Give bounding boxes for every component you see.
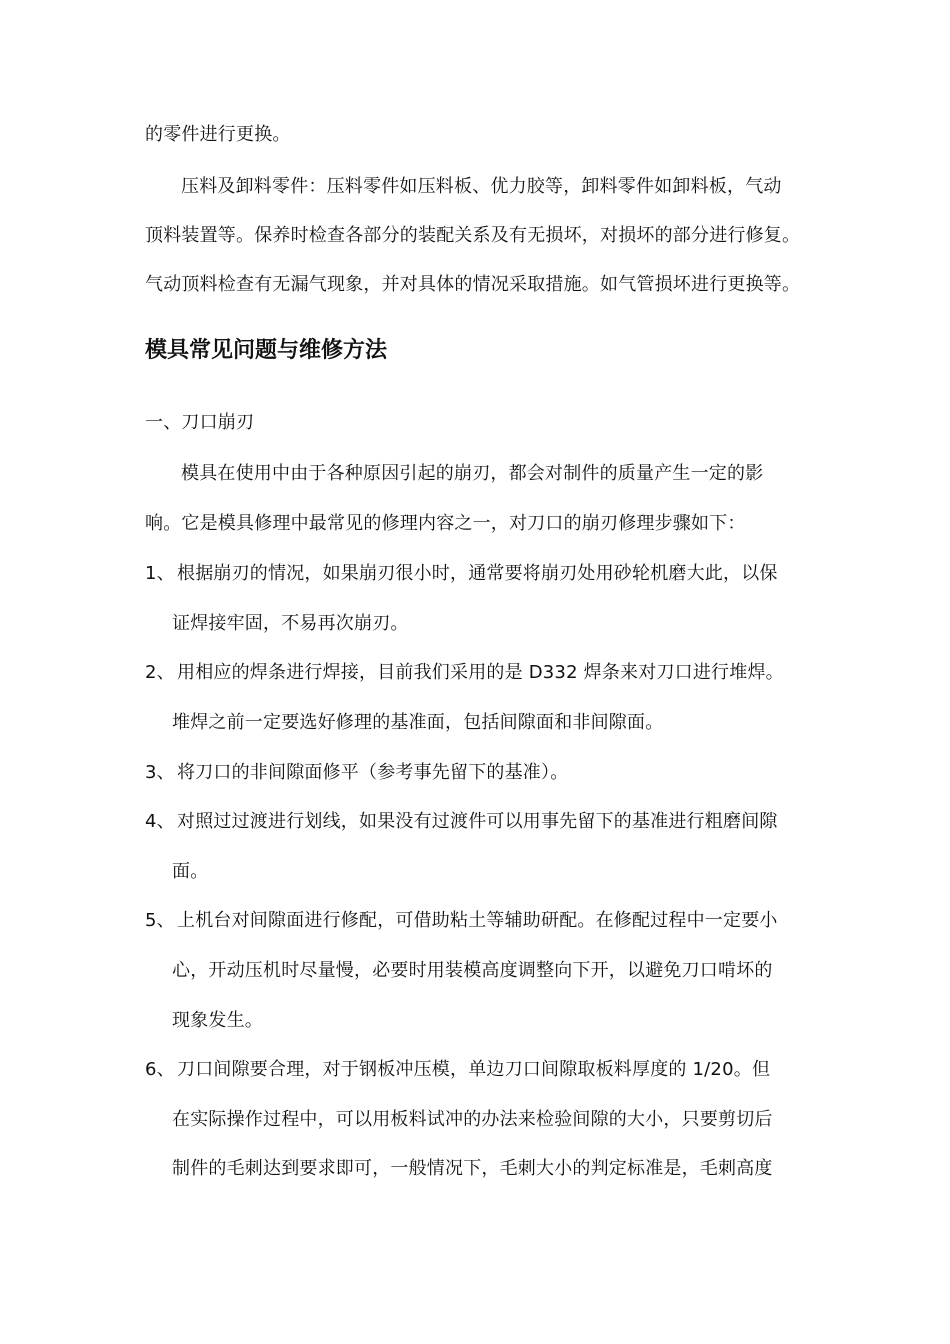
list-item (145, 760, 810, 786)
list-item (145, 908, 810, 934)
list-text: 根据崩刃的情况，如果崩刃很小时，通常要将崩刃处用砂轮机磨大此，以保 (177, 563, 778, 584)
list-text: 上机台对间隙面进行修配，可借助粘土等辅助研配。在修配过程中一定要小 (177, 910, 778, 931)
list-number: 1、 (145, 563, 175, 584)
paragraph-line: 气动顶料检查有无漏气现象，并对具体的情况采取措施。如气管损坏进行更换等。 (145, 274, 801, 295)
list-item-continuation: 堆焊之前一定要选好修理的基准面，包括间隙面和非间隙面。 (172, 712, 664, 733)
list-item (145, 660, 810, 686)
list-text: 将刀口的非间隙面修平（参考事先留下的基准）。 (177, 762, 569, 783)
list-item-continuation: 面。 (172, 861, 209, 882)
paragraph-line: 压料及卸料零件：压料零件如压料板、优力胶等，卸料零件如卸料板，气动 (181, 176, 782, 197)
list-item-continuation: 在实际操作过程中，可以用板料试冲的办法来检验间隙的大小，只要剪切后 (172, 1109, 773, 1130)
list-text: 用相应的焊条进行焊接，目前我们采用的是 D332 焊条来对刀口进行堆焊。 (177, 662, 784, 683)
list-item (145, 561, 810, 587)
list-number: 6、 (145, 1059, 175, 1080)
list-item-continuation: 证焊接牢固，不易再次崩刃。 (172, 613, 409, 634)
list-item-continuation: 心，开动压机时尽量慢，必要时用装模高度调整向下开，以避免刀口啃坏的 (172, 960, 773, 981)
list-item-continuation: 现象发生。 (172, 1010, 263, 1031)
list-number: 5、 (145, 910, 175, 931)
list-item (145, 809, 810, 835)
list-item (145, 1057, 810, 1083)
list-number: 4、 (145, 811, 175, 832)
list-text: 刀口间隙要合理，对于钢板冲压模，单边刀口间隙取板料厚度的 1/20。但 (177, 1059, 771, 1080)
section-heading: 模具常见问题与维修方法 (145, 338, 388, 363)
paragraph-line: 响。它是模具修理中最常见的修理内容之一，对刀口的崩刃修理步骤如下： (145, 513, 746, 534)
paragraph-line: 的零件进行更换。 (145, 124, 291, 145)
paragraph-line: 模具在使用中由于各种原因引起的崩刃，都会对制件的质量产生一定的影 (181, 463, 764, 484)
list-number: 3、 (145, 762, 175, 783)
paragraph-line: 顶料装置等。保养时检查各部分的装配关系及有无损坏，对损坏的部分进行修复。 (145, 225, 801, 246)
list-item-continuation: 制件的毛刺达到要求即可，一般情况下，毛刺大小的判定标准是，毛刺高度 (172, 1158, 773, 1179)
list-number: 2、 (145, 662, 175, 683)
list-text: 对照过过渡进行划线，如果没有过渡件可以用事先留下的基准进行粗磨间隙 (177, 811, 778, 832)
section-title: 一、刀口崩刃 (145, 412, 255, 433)
